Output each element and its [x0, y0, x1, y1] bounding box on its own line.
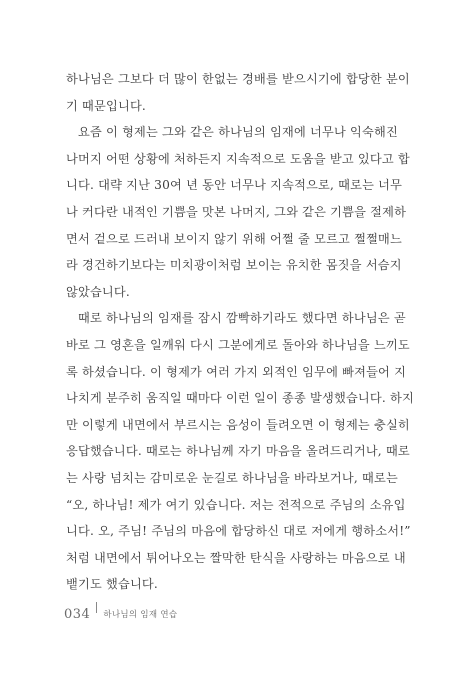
text-line: 니다. 대략 지난 30여 년 동안 너무나 지속적으로, 때로는 너무 [66, 178, 403, 193]
text-line: 않았습니다. [66, 284, 130, 299]
running-title: 하나님의 임재 연습 [103, 610, 178, 620]
text-line: 요즘 이 형제는 그와 같은 하나님의 임재에 너무나 익숙해진 [78, 125, 398, 140]
text-line: 나 커다란 내적인 기쁨을 맛본 나머지, 그와 같은 기쁨을 절제하 [66, 204, 407, 219]
text-line: 하나님은 그보다 더 많이 한없는 경배를 받으시기에 합당한 분이 [66, 72, 410, 86]
text-line: 만 이렇게 내면에서 부르시는 음성이 들려오면 이 형제는 충실히 [66, 417, 410, 432]
text-line: 면서 겉으로 드러내 보이지 않기 위해 어쩔 줄 모르고 쩔쩔매느 [66, 231, 402, 246]
text-line: 나머지 어떤 상황에 처하든지 지속적으로 도움을 받고 있다고 합 [66, 151, 410, 166]
text-line: 라 경건하기보다는 미치광이처럼 보이는 유치한 몸짓을 서슴지 [66, 258, 402, 273]
text-line: 응답했습니다. 때로는 하나님께 자기 마음을 올려드리거나, 때로 [66, 444, 410, 459]
footer-divider [96, 602, 97, 613]
page-number: 034 [64, 606, 91, 622]
text-line: 니다. 오, 주님! 주님의 마음에 합당하신 대로 저에게 행하소서!” [66, 524, 411, 539]
text-line: 처럼 내면에서 튀어나오는 짤막한 탄식을 사랑하는 마음으로 내 [66, 550, 406, 565]
text-line: 뱉기도 했습니다. [66, 577, 158, 592]
text-line: 때로 하나님의 임재를 잠시 깜빡하기라도 했다면 하나님은 곧 [78, 311, 406, 326]
text-line: 나치게 분주히 움직일 때마다 이런 일이 종종 발생했습니다. 하지 [66, 391, 414, 406]
body-text [66, 66, 414, 598]
text-line: 록 하셨습니다. 이 형제가 여러 가지 외적인 임무에 빠져들어 지 [66, 364, 407, 379]
text-line: 는 사랑 넘치는 감미로운 눈길로 하나님을 바라보거나, 때로는 [66, 470, 398, 485]
text-line: “오, 하나님! 제가 여기 있습니다. 저는 전적으로 주님의 소유입 [66, 497, 406, 512]
page-footer [64, 604, 177, 624]
text-line: 기 때문입니다. [66, 98, 146, 113]
text-line: 바로 그 영혼을 일깨워 다시 그분에게로 돌아와 하나님을 느끼도 [66, 337, 410, 352]
